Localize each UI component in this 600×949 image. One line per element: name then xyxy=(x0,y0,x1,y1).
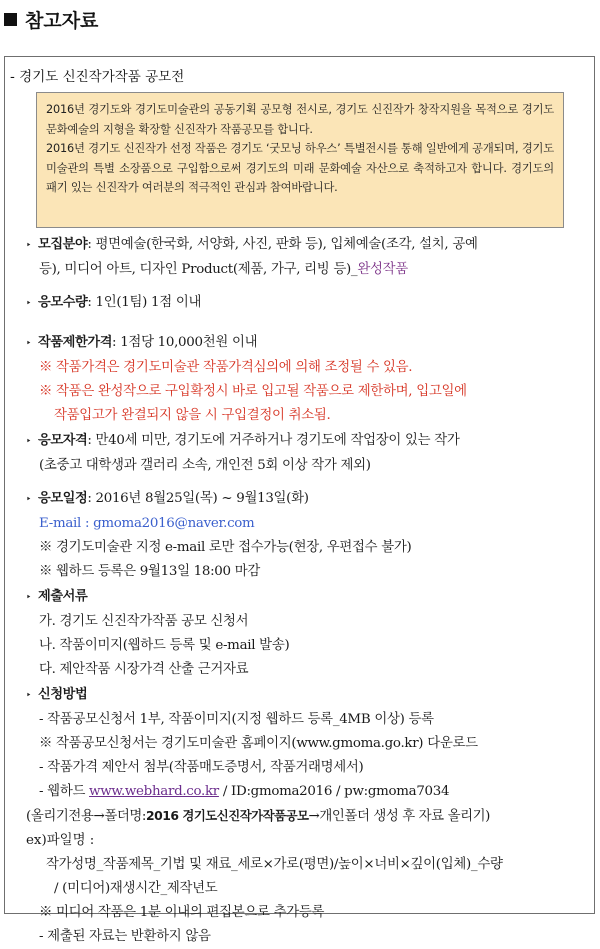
webhard-prefix: - 웹하드 xyxy=(39,784,90,799)
eligibility-value: : 만40세 미만, 경기도에 거주하거나 경기도에 작업장이 있는 작가 xyxy=(87,433,460,448)
schedule-email: E-mail : gmoma2016@naver.com xyxy=(39,516,255,531)
documents-section xyxy=(26,585,586,682)
eligibility-label: 응모자격 xyxy=(38,433,88,448)
triangle-bullet-icon: ‣ xyxy=(26,593,32,603)
section-title: - 경기도 신진작가작품 공모전 xyxy=(10,69,185,85)
method-line-7: 작가성명_작품제목_기법 및 재료_세로×가로(평면)/높이×너비×깊이(입체)_수량 xyxy=(46,857,503,872)
method-line-3: - 작품가격 제안서 첨부(작품매도증명서, 작품거래명세서) xyxy=(39,760,364,775)
upload-folder-name: 2016 경기도신진작가작품공모 xyxy=(146,808,309,823)
square-bullet-icon xyxy=(4,13,17,26)
intro-paragraph-2: 2016년 경기도 신진작가 선정 작품은 경기도 ‘굿모닝 하우스’ 특별전시를 통해 일반에게 공개되며, 경기도미술관의 특별 소장품으로 구입함으로써 경기도의 미래 문화예술 자산으로 축적하고자 합니다. 경기도의 패기 있는 신진작가 여러분의 적극적인 관심과 참여바랍니다. xyxy=(46,142,554,194)
price-section xyxy=(26,331,586,428)
method-line-10: - 제출된 자료는 반환하지 않음 xyxy=(39,929,211,944)
schedule-label: 응모일정 xyxy=(38,491,88,506)
field-label: 모집분야 xyxy=(38,237,88,252)
schedule-note-2: ※ 웹하드 등록은 9월13일 18:00 마감 xyxy=(39,564,260,579)
documents-item: 다. 제안작품 시장가격 산출 근거자료 xyxy=(39,662,249,677)
schedule-value: : 2016년 8월25일(목) ~ 9월13일(화) xyxy=(87,491,309,506)
price-note-3: 작품입고가 완결되지 않을 시 구입결정이 취소됨. xyxy=(54,408,331,423)
method-line-4 xyxy=(26,780,586,804)
price-note-2: ※ 작품은 완성작으로 구입확정시 바로 입고될 작품으로 제한하며, 입고일에 xyxy=(39,384,467,399)
quantity-section xyxy=(26,291,586,316)
intro-paragraph-1: 2016년 경기도와 경기도미술관의 공동기획 공모형 전시로, 경기도 신진작가 창작지원을 목적으로 경기도 문화예술의 지형을 확장할 신진작가 작품공모를 합니다. xyxy=(46,103,554,136)
page-header xyxy=(4,6,98,33)
webhard-credentials: / ID:gmoma2016 / pw:gmoma7034 xyxy=(218,784,450,799)
method-line-1: - 작품공모신청서 1부, 작품이미지(지정 웹하드 등록_4MB 이상) 등록 xyxy=(39,712,434,727)
schedule-section xyxy=(26,487,586,584)
price-value: : 1점당 10,000천원 이내 xyxy=(112,335,258,350)
upload-path-suffix: →개인폴더 생성 후 자료 올리기) xyxy=(308,809,491,824)
eligibility-section xyxy=(26,429,586,478)
field-line1: : 평면예술(한국화, 서양화, 사진, 판화 등), 입체예술(조각, 설치, 공예 xyxy=(87,237,478,252)
field-line2: 등), 미디어 아트, 디자인 Product(제품, 가구, 리빙 등)_ xyxy=(39,262,358,277)
schedule-note-1: ※ 경기도미술관 지정 e-mail 로만 접수가능(현장, 우편접수 불가) xyxy=(39,540,412,555)
triangle-bullet-icon: ‣ xyxy=(26,495,32,505)
method-line-9: ※ 미디어 작품은 1분 이내의 편집본으로 추가등록 xyxy=(39,905,325,920)
documents-item: 나. 작품이미지(웹하드 등록 및 e-mail 발송) xyxy=(39,638,290,653)
triangle-bullet-icon: ‣ xyxy=(26,437,32,447)
field-highlight: 완성작품 xyxy=(357,262,408,277)
documents-item: 가. 경기도 신진작가작품 공모 신청서 xyxy=(39,614,249,629)
method-line-5 xyxy=(26,804,586,829)
field-section xyxy=(26,233,586,282)
quantity-label: 응모수량 xyxy=(38,295,88,310)
triangle-bullet-icon: ‣ xyxy=(26,299,32,309)
method-line-2: ※ 작품공모신청서는 경기도미술관 홈페이지(www.gmoma.go.kr) 다운로드 xyxy=(39,736,478,751)
triangle-bullet-icon: ‣ xyxy=(26,241,32,251)
triangle-bullet-icon: ‣ xyxy=(26,339,32,349)
price-note-1: ※ 작품가격은 경기도미술관 작품가격심의에 의해 조정될 수 있음. xyxy=(39,360,413,375)
price-label: 작품제한가격 xyxy=(38,335,113,350)
quantity-value: : 1인(1팀) 1점 이내 xyxy=(87,295,202,310)
triangle-bullet-icon: ‣ xyxy=(26,691,32,701)
method-line-6: ex)파일명 : xyxy=(26,833,95,848)
documents-label: 제출서류 xyxy=(38,589,88,604)
page-title: 참고자료 xyxy=(25,10,99,32)
upload-path-prefix: (올리기전용→폴더명: xyxy=(26,809,147,824)
method-section xyxy=(26,683,586,949)
webhard-link[interactable]: www.webhard.co.kr xyxy=(89,784,219,799)
method-label: 신청방법 xyxy=(38,687,88,702)
intro-box xyxy=(36,92,564,228)
eligibility-note: (초중고 대학생과 갤러리 소속, 개인전 5회 이상 작가 제외) xyxy=(39,458,371,473)
method-line-8: / (미디어)재생시간_제작년도 xyxy=(54,881,218,896)
